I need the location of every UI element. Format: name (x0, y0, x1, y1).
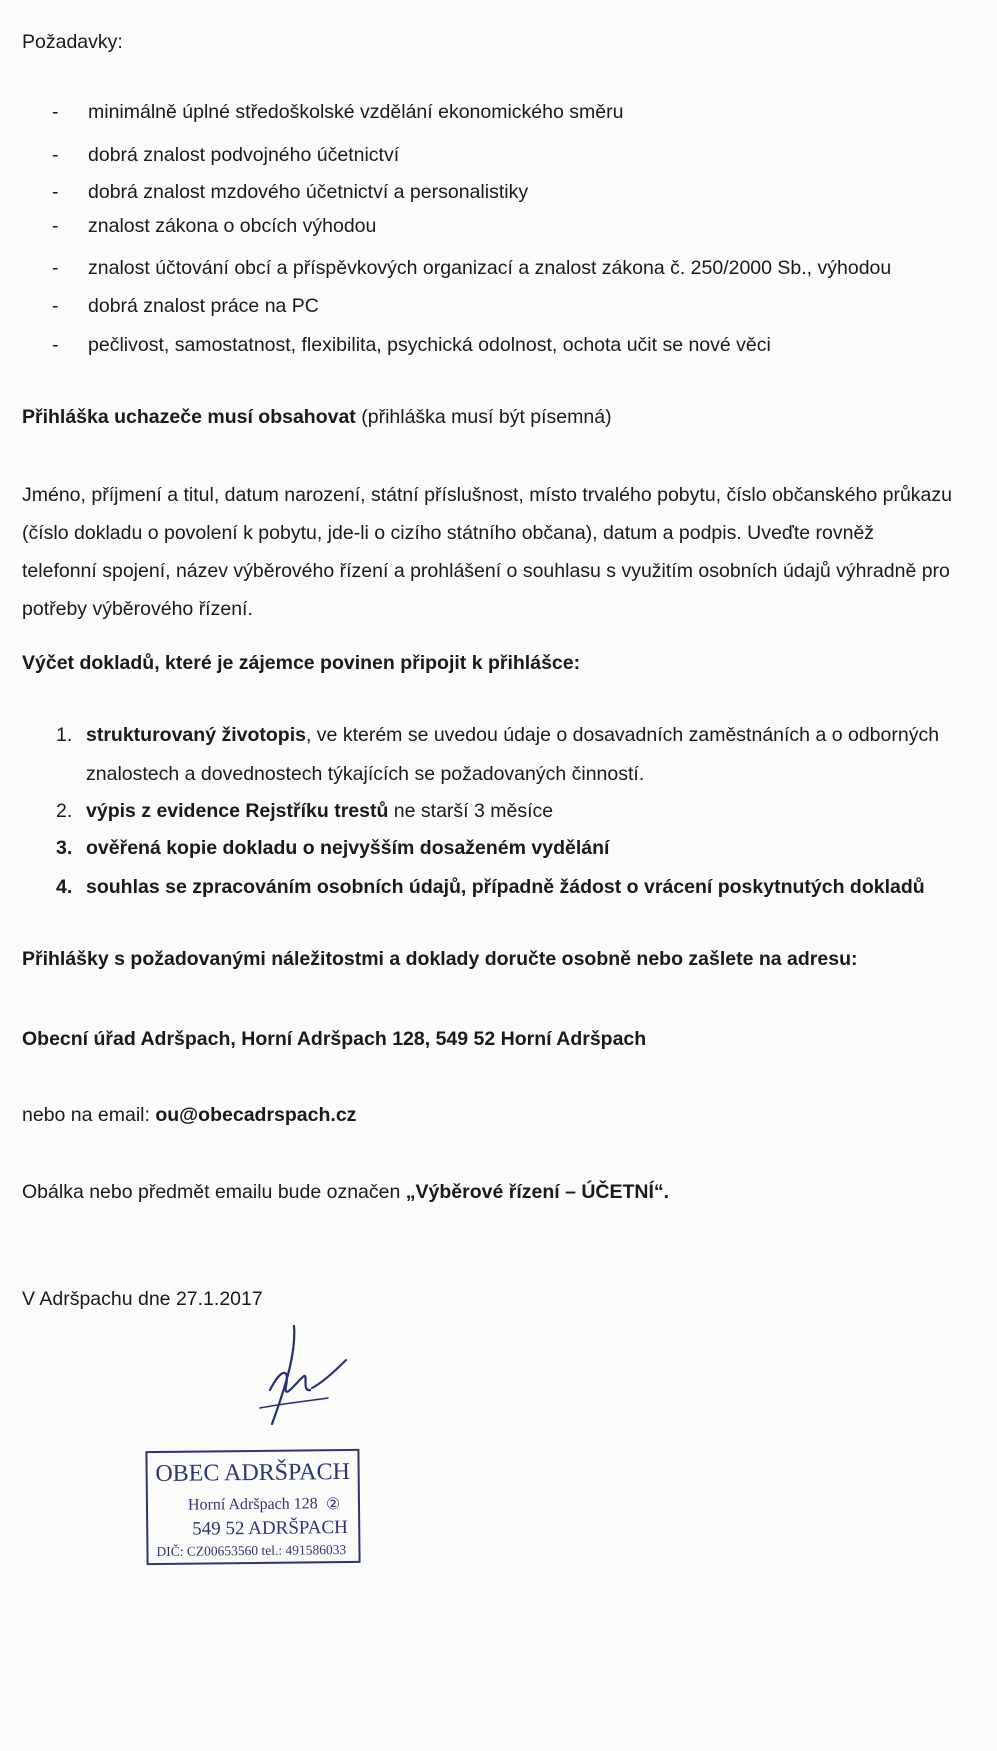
delivery-email-line: nebo na email: ou@obecadrspach.cz (22, 1104, 357, 1126)
envelope-marking-line: Obálka nebo předmět emailu bude označen „Výběrové řízení – ÚČETNÍ“. (22, 1181, 670, 1203)
document-item: 2. výpis z evidence Rejstříku trestů ne starší 3 měsíce (56, 800, 554, 822)
delivery-heading: Přihlášky s požadovanými náležitostmi a doklady doručte osobně nebo zašlete na adresu: (22, 948, 858, 970)
document-item: 1. strukturovaný životopis, ve kterém se uvedou údaje o dosavadních zaměstnáních a o odborných (56, 724, 940, 746)
requirements-heading: Požadavky: (22, 31, 123, 53)
stamp-line: 549 52 ADRŠPACH (192, 1517, 348, 1540)
requirement-item: - minimálně úplné středoškolské vzdělání ekonomického směru (52, 101, 624, 123)
requirement-item: - pečlivost, samostatnost, flexibilita, psychická odolnost, ochota učit se nové věci (52, 334, 771, 356)
stamp-line: Horní Adršpach 128 (187, 1495, 318, 1514)
application-text-line: potřeby výběrového řízení. (22, 598, 253, 620)
bleed-through-title (560, 12, 567, 42)
application-text-line: telefonní spojení, název výběrového řízení a prohlášení o souhlasu s využitím osobních údajů výhradně pro (22, 560, 950, 582)
requirement-item: - znalost zákona o obcích výhodou (52, 215, 377, 237)
delivery-address: Obecní úřad Adršpach, Horní Adršpach 128, 549 52 Horní Adršpach (22, 1028, 647, 1050)
documents-heading: Výčet dokladů, které je zájemce povinen připojit k přihlášce: (22, 652, 581, 674)
stamp-line: OBEC ADRŠPACH (155, 1458, 351, 1488)
requirement-item: - dobrá znalost mzdového účetnictví a personalistiky (52, 181, 529, 203)
place-and-date: V Adršpachu dne 27.1.2017 (22, 1288, 263, 1310)
application-heading: Přihláška uchazeče musí obsahovat (přihláška musí být písemná) (22, 406, 612, 428)
requirement-item: - dobrá znalost práce na PC (52, 295, 319, 317)
document-item: 4. souhlas se zpracováním osobních údajů, případně žádost o vrácení poskytnutých dokladů (56, 876, 925, 898)
document-item: 3. ověřená kopie dokladu o nejvyšším dosaženém vydělání (56, 837, 610, 859)
handwritten-signature (250, 1320, 370, 1430)
requirement-item: - znalost účtování obcí a příspěvkových organizací a znalost zákona č. 250/2000 Sb., výhodou (52, 257, 892, 279)
stamp-line: DIČ: CZ00653560 tel.: 491586033 (156, 1542, 347, 1560)
stamp-badge: ② (325, 1496, 341, 1514)
document-item-continuation: znalostech a dovednostech týkajících se požadovaných činností. (86, 763, 645, 785)
official-stamp (145, 1449, 360, 1565)
email-address: ou@obecadrspach.cz (155, 1104, 357, 1126)
application-text-line: Jméno, příjmení a titul, datum narození, státní příslušnost, místo trvalého pobytu, číslo občanského průkazu (22, 484, 952, 506)
requirement-item: - dobrá znalost podvojného účetnictví (52, 144, 400, 166)
application-text-line: (číslo dokladu o povolení k pobytu, jde-li o cizího státního občana), datum a podpis. Uveďte rovněž (22, 522, 875, 544)
